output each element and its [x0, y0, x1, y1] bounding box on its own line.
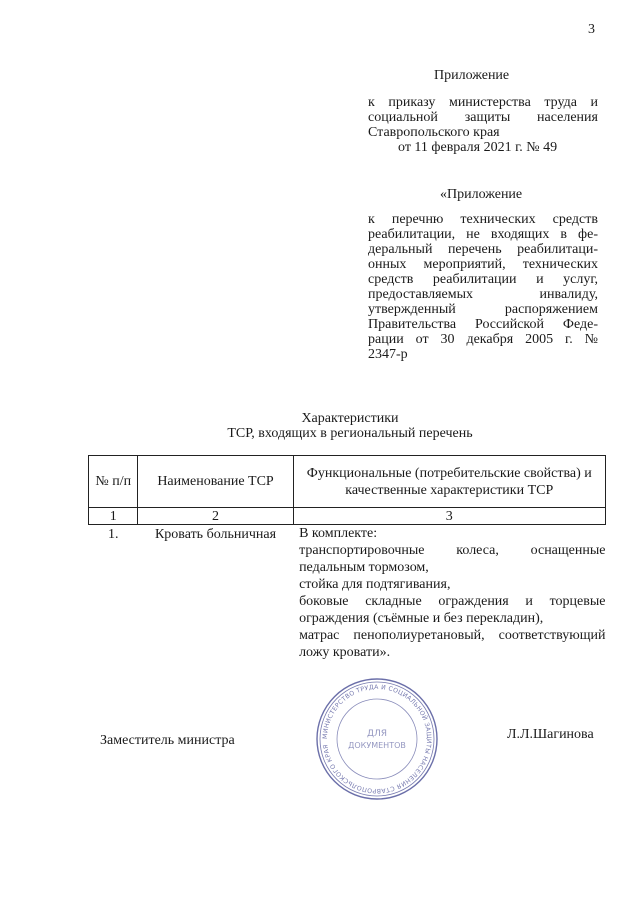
approval-body [368, 95, 598, 140]
annex-line: рации от 30 декабря 2005 г. № [368, 332, 598, 347]
svg-text:ДОКУМЕНТОВ: ДОКУМЕНТОВ [348, 741, 406, 750]
column-number-cell: 1 [89, 508, 138, 525]
page-number: 3 [588, 22, 595, 37]
annex-line: онных мероприятий, технических [368, 257, 598, 272]
approval-line: к приказу министерства труда и [368, 95, 598, 110]
description-line: боковые складные ограждения и торцевые ограждения (съёмные и без перекладин), [299, 594, 606, 626]
row-description [293, 525, 605, 662]
header-cell-characteristics: Функциональные (потребительские свойства) и качественные характеристики ТСР [293, 456, 605, 508]
row-name: Кровать больничная [154, 527, 277, 542]
header-cell-number: № п/п [89, 456, 138, 508]
annex-line: 2347-р [368, 347, 408, 362]
annex-line: утвержденный распоряжением [368, 302, 598, 317]
approval-line: Ставропольского края [368, 125, 500, 140]
characteristics-table [88, 455, 606, 661]
signatory-position: Заместитель министра [100, 733, 235, 748]
approval-title: Приложение [434, 68, 510, 83]
annex-line: деральный перечень реабилитаци- [368, 242, 598, 257]
description-line: матрас пенополиуретановый, соответствующий ложу кровати». [299, 628, 606, 660]
annex-line: Правительства Российской Феде- [368, 317, 598, 332]
document-title [200, 411, 500, 441]
approval-line: социальной защиты населения [368, 110, 598, 125]
annex-line: средств реабилитации и услуг, [368, 272, 598, 287]
document-title-line1: Характеристики [301, 411, 399, 426]
row-number: 1. [107, 527, 119, 542]
official-stamp-seal [314, 676, 440, 802]
column-number-cell: 3 [293, 508, 605, 525]
description-line: транспортировочные колеса, оснащенные педальным тормозом, [299, 543, 606, 575]
signatory-name: Л.Л.Шагинова [507, 727, 594, 742]
annex-line: к перечню технических средств [368, 212, 598, 227]
table-column-numbers-row [89, 508, 606, 525]
document-title-line2: ТСР, входящих в региональный перечень [227, 426, 473, 441]
description-line: В комплекте: [299, 526, 378, 541]
svg-text:ДЛЯ: ДЛЯ [366, 729, 388, 739]
approval-date: от 11 февраля 2021 г. № 49 [398, 140, 558, 155]
annex-body [368, 212, 598, 362]
annex-line: предоставляемых инвалиду, [368, 287, 598, 302]
annex-title: «Приложение [440, 187, 523, 202]
annex-line: реабилитации, не входящих в фе- [368, 227, 598, 242]
table-row [89, 525, 606, 662]
header-cell-name: Наименование ТСР [138, 456, 293, 508]
column-number-cell: 2 [138, 508, 293, 525]
svg-text:МИНИСТЕРСТВО ТРУДА И СОЦИАЛЬНО: МИНИСТЕРСТВО ТРУДА И СОЦИАЛЬНОЙ ЗАЩИТЫ НАСЕЛЕНИЯ СТАВРОПОЛЬСКОГО КРАЯ [321, 683, 433, 795]
table-header-row [89, 456, 606, 508]
description-line: стойка для подтягивания, [299, 577, 451, 592]
